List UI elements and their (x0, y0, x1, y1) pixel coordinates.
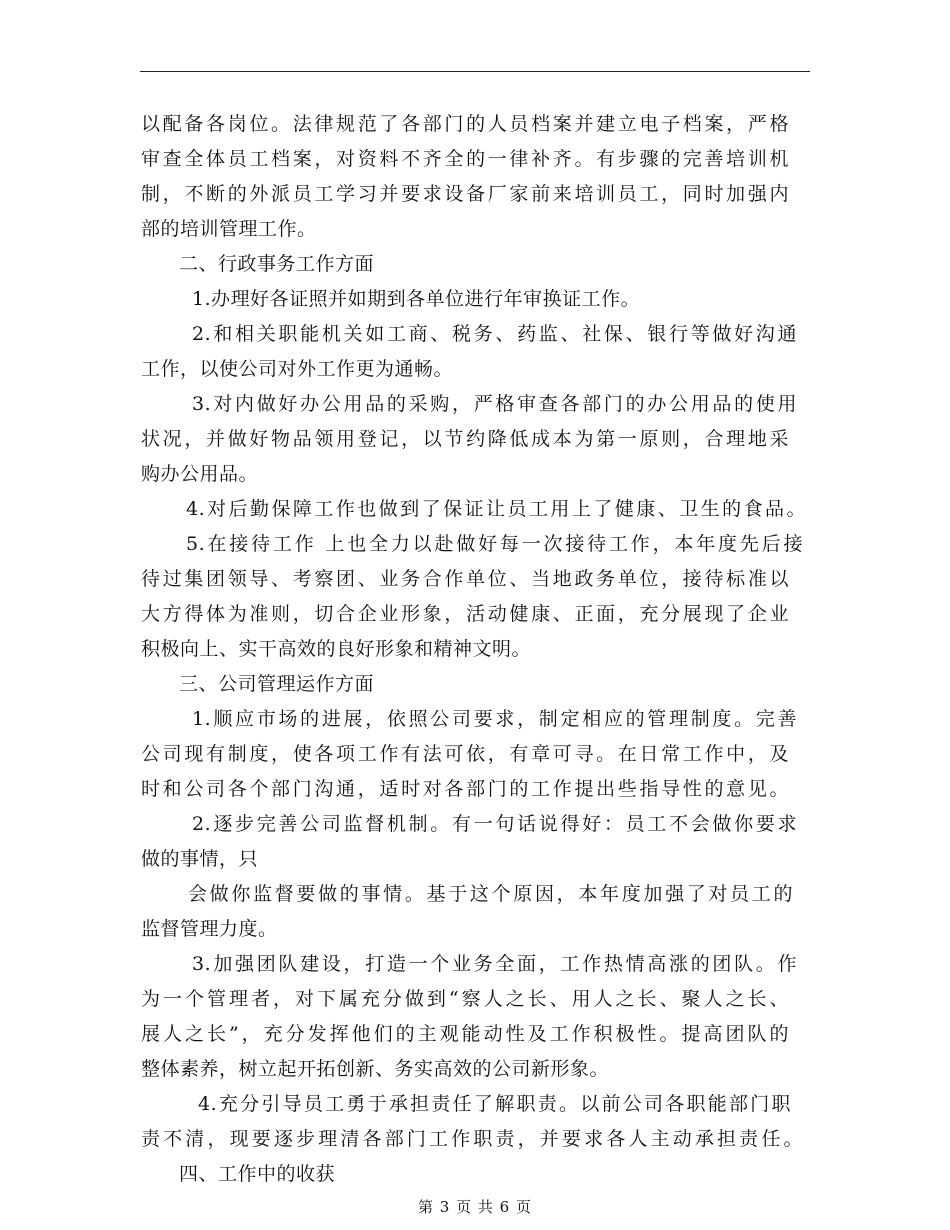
list-item: 4.充分引导员工勇于承担责任了解职责。以前公司各职能部门职 (198, 1093, 791, 1115)
paragraph-line: 展人之长”，充分发挥他们的主观能动性及工作积极性。提高团队的 (141, 1023, 789, 1045)
footer-prefix: 第 (417, 1198, 434, 1216)
paragraph-line: 工作，以使公司对外工作更为通畅。 (141, 358, 454, 380)
list-item: 3.对内做好办公用品的采购，严格审查各部门的办公用品的使用 (192, 393, 797, 415)
list-item: 2.和相关职能机关如工商、税务、药监、社保、银行等做好沟通 (192, 323, 797, 345)
paragraph-line: 状况，并做好物品领用登记，以节约降低成本为第一原则，合理地采 (141, 428, 789, 450)
paragraph-line: 整体素养，树立起开拓创新、务实高效的公司新形象。 (141, 1058, 610, 1080)
paragraph-line: 部的培训管理工作。 (141, 218, 317, 240)
paragraph-line: 积极向上、实干高效的良好形象和精神文明。 (141, 638, 532, 660)
paragraph-line: 购办公用品。 (141, 463, 259, 485)
paragraph-line: 审查全体员工档案，对资料不齐全的一律补齐。有步骤的完善培训机 (141, 148, 789, 170)
footer-total-pages: 6 (499, 1198, 511, 1216)
footer-middle: 页 共 (456, 1198, 494, 1216)
list-item: 3.加强团队建设，打造一个业务全面，工作热情高涨的团队。作 (192, 953, 797, 975)
section-heading: 二、行政事务工作方面 (179, 253, 375, 275)
paragraph-line: 大方得体为准则，切合企业形象，活动健康、正面，充分展现了企业 (141, 603, 789, 625)
section-heading: 三、公司管理运作方面 (179, 673, 375, 695)
section-heading: 四、工作中的收获 (179, 1163, 336, 1185)
page-footer (0, 1197, 950, 1217)
paragraph-line: 责不清，现要逐步理清各部门工作职责，并要求各人主动承担责任。 (141, 1128, 803, 1150)
footer-suffix: 页 (516, 1198, 533, 1216)
paragraph-line: 待过集团领导、考察团、业务合作单位、当地政务单位，接待标准以 (141, 568, 789, 590)
paragraph-line: 监督管理力度。 (141, 918, 278, 940)
list-item: 1.办理好各证照并如期到各单位进行年审换证工作。 (192, 288, 641, 310)
footer-current-page: 3 (439, 1198, 451, 1216)
paragraph-line: 会做你监督要做的事情。基于这个原因，本年度加强了对员工的 (188, 883, 793, 905)
paragraph-line: 时和公司各个部门沟通，适时对各部门的工作提出些指导性的意见。 (141, 778, 789, 800)
paragraph-line: 公司现有制度，使各项工作有法可依，有章可寻。在日常工作中，及 (141, 743, 789, 765)
paragraph-line: 为一个管理者，对下属充分做到“察人之长、用人之长、聚人之长、 (141, 988, 789, 1010)
list-item: 2.逐步完善公司监督机制。有一句话说得好：员工不会做你要求 (192, 813, 797, 835)
paragraph-line: 做的事情，只 (141, 848, 259, 870)
paragraph-line: 以配备各岗位。法律规范了各部门的人员档案并建立电子档案，严格 (141, 113, 789, 135)
list-item: 5.在接待工作 上也全力以赴做好每一次接待工作，本年度先后接 (186, 533, 803, 555)
paragraph-line: 制，不断的外派员工学习并要求设备厂家前来培训员工，同时加强内 (141, 183, 789, 205)
list-item: 4.对后勤保障工作也做到了保证让员工用上了健康、卫生的食品。 (186, 498, 806, 520)
list-item: 1.顺应市场的进展，依照公司要求，制定相应的管理制度。完善 (192, 708, 797, 730)
